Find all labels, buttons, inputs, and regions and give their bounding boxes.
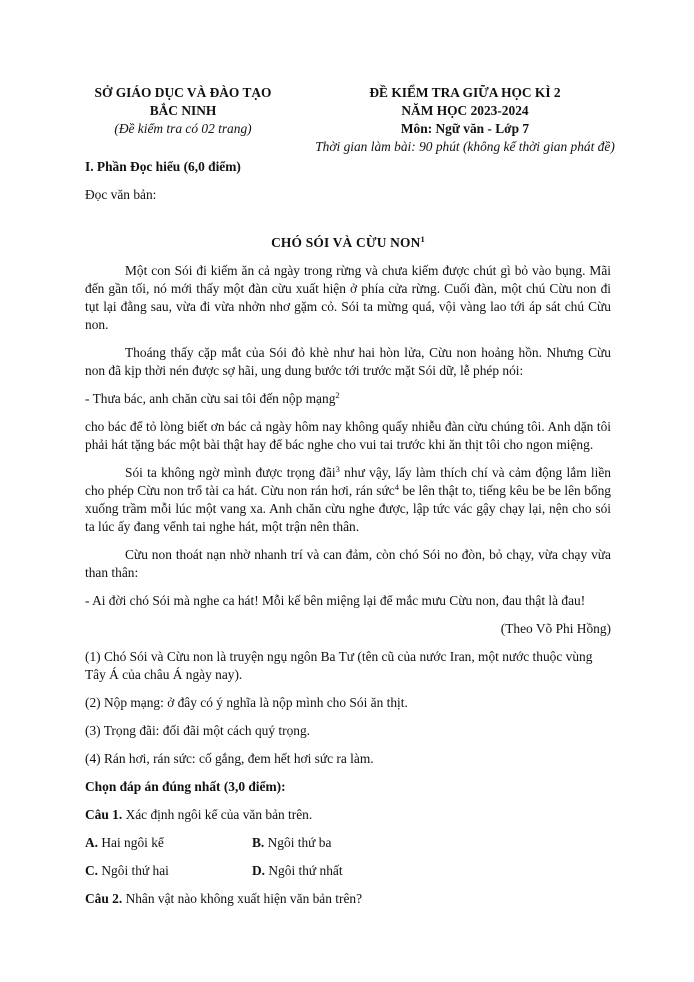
question-text: Xác định ngôi kể của văn bản trên. [122,807,313,822]
footnote: (3) Trọng đãi: đối đãi một cách quý trọng. [85,723,311,738]
story-title-text: CHÓ SÓI VÀ CỪU NON [271,235,421,250]
answer-option-b[interactable] [252,834,331,852]
province-name: BẮC NINH [149,103,217,118]
option-text: Ngôi thứ hai [98,863,169,878]
quiz-title: Chọn đáp án đúng nhất (3,0 điểm): [85,779,286,794]
question-label: Câu 2. [85,891,123,906]
option-key: C. [85,863,99,878]
time-limit: Thời gian làm bài: 90 phút (không kể thời gian phát đề) [315,139,615,154]
exam-content [85,158,611,908]
paragraph-text: be lên thật to, tiếng kêu be be lên bổng xuống trầm mỗi lúc một vang xa. Anh chăn cừu nghe được, lập tức vác gậy chạy lại, nện cho sói ta lúc ấy đang vểnh tai nghe hát, một trận nên thân. [85,483,611,534]
question-1 [85,806,611,824]
story-title [85,234,611,252]
option-key: B. [252,835,265,850]
answer-row [85,862,611,880]
subject-line: Môn: Ngữ văn - Lớp 7 [400,121,530,136]
story-source: (Theo Võ Phi Hồng) [500,621,611,636]
option-key: A. [85,835,99,850]
paragraph-text: như vậy, lấy làm thích chí và cảm động lắm liền cho phép Cừu non trổ tài ca hát. Cừu non rán hơi, rán sức [85,465,611,498]
footnote-marker: 3 [335,464,340,474]
option-text: Hai ngôi kể [98,835,164,850]
section-title: I. Phần Đọc hiểu (6,0 điểm) [85,159,241,174]
footnote: (4) Rán hơi, rán sức: cố gắng, đem hết hơi sức ra làm. [85,751,374,766]
footnote-marker: 1 [420,234,425,244]
answer-option-d[interactable] [252,862,343,880]
footnote: (2) Nộp mạng: ở đây có ý nghĩa là nộp mình cho Sói ăn thịt. [85,695,408,710]
question-label: Câu 1. [85,807,123,822]
answer-row [85,834,611,852]
reading-intro: Đọc văn bản: [85,187,157,202]
footnote: (1) Chó Sói và Cừu non là truyện ngụ ngôn Ba Tư (tên cũ của nước Iran, một nước thuộc vùng Tây Á của châu Á ngày nay). [85,649,593,682]
option-text: Ngôi thứ nhất [265,863,343,878]
department-name: SỞ GIÁO DỤC VÀ ĐÀO TẠO [94,85,272,100]
header-right-block [300,84,630,156]
story-dialogue [85,390,611,408]
story-dialogue: - Ai đời chó Sói mà nghe ca hát! Mỗi kế bên miệng lại để mắc mưu Cừu non, đau thật là đau! [85,593,586,608]
story-paragraph: cho bác để tỏ lòng biết ơn bác cả ngày hôm nay không quấy nhiễu đàn cừu chúng tôi. Anh dặn tôi phải hát tặng bác một bài thật hay để bác nghe cho vui tai trước khi ăn thịt tôi cho ngon miệng. [85,419,611,452]
question-2 [85,890,611,908]
exam-title: ĐỀ KIỂM TRA GIỮA HỌC KÌ 2 [369,85,561,100]
dialogue-text: - Thưa bác, anh chăn cừu sai tôi đến nộp mạng [85,391,336,406]
footnote-marker: 2 [335,390,340,400]
story-paragraph [85,464,611,536]
school-year: NĂM HỌC 2023-2024 [401,103,529,118]
option-key: D. [252,863,266,878]
story-paragraph: Thoáng thấy cặp mắt của Sói đỏ khè như hai hòn lửa, Cừu non hoảng hồn. Nhưng Cừu non đã kịp thời nén được sợ hãi, ung dung bước tới trước mặt Sói dữ, lễ phép nói: [85,345,611,378]
paragraph-text: Sói ta không ngờ mình được trọng đãi [125,465,336,480]
page-count-note: (Đề kiểm tra có 02 trang) [114,121,252,136]
answer-option-a[interactable] [85,834,164,852]
story-paragraph: Một con Sói đi kiếm ăn cả ngày trong rừng và chưa kiếm được chút gì bỏ vào bụng. Mãi đến gần tối, nó mới thấy một đàn cừu xuất hiện ở phía cửa rừng. Cuối đàn, một chú Cừu non đi tụt lại đằng sau, vừa đi vừa nhởn nhơ gặm cỏ. Sói ta mừng quá, vội vàng lao tới áp sát chú Cừu non. [85,263,611,332]
header-left-block [64,84,302,138]
option-text: Ngôi thứ ba [264,835,332,850]
footnote-marker: 4 [394,482,399,492]
question-text: Nhân vật nào không xuất hiện văn bản trên? [122,891,363,906]
story-paragraph: Cừu non thoát nạn nhờ nhanh trí và can đảm, còn chó Sói no đòn, bỏ chạy, vừa chạy vừa than thân: [85,547,611,580]
exam-header [0,84,694,160]
answer-option-c[interactable] [85,862,169,880]
